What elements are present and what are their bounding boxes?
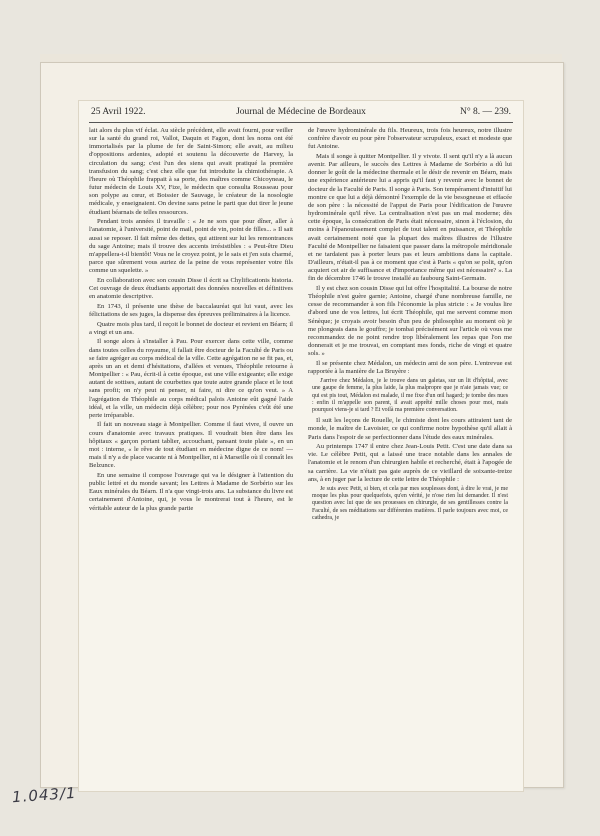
paragraph: Il fait un nouveau stage à Montpellier. Comme il faut vivre, il ouvre un cours d'anatomie avec travaux pratiques. Il voudrait bien être dans les hôpitaux « garçon portant tablier, accouchant, pansant toute plaie », en un mot : interne, « le rêve de tout étudiant en médecine digne de ce nom! — mais il n'y a de place vacante ni à Montpellier, ni à Marseille où il connaît les Belzunce.: [89, 421, 293, 470]
paragraph: Pendant trois années il travaille : « Je ne sors que pour dîner, aller à l'anatomie, à l'université, point de mail, point de vin, point de filles... » Il sait aussi se reposer. Il fait même des dettes, qui attirent sur lui les remontrances du sage Antoine; mais il trouve des accents irrésistibles : « Peut-être Dieu m'appellera-t-il bientôt! Vous ne le croyez point, je le sais et j'en suis charmé, parce que sûrement vous auriez de la peine de vous représenter votre fils comme un squelette. »: [89, 218, 293, 275]
journal-page: [78, 100, 524, 792]
paragraph: Il songe alors à s'installer à Pau. Pour exercer dans cette ville, comme dans toutes celles du royaume, il fallait être docteur de la Faculté de Paris ou se faire agréger au corps médical de la ville. Cette agrégation ne se fit pas, et, après un an et demi d'hésitations, d'allées et venues, Théophile retourne à Montpellier : « Pau, écrit-il à cette époque, est une ville exigeante; elle exige autant de sottises, autant de courbettes que toute autre grande place et le tout sans profit; on n'y peut ni penser, ni faire, ni dire ce qu'on veut. » A l'agrégation de Théophile au corps médical palois Antoine eût gagné l'aide idéal, et la ville, un médecin déjà célèbre; pour nos Pyrénées c'eût été une perte irréparable.: [89, 338, 293, 419]
handwritten-annotation: 1.043/1: [11, 783, 78, 807]
paragraph: Il y est chez son cousin Disse qui lui offre l'hospitalité. La bourse de notre Théophile n'est guère garnie; Antoine, chargé d'une nombreuse famille, ne cesse de recommander à son fils l'économie la plus stricte : « Je voulus lire d'abord une de vos lettres, lui écrit Théophile, qui me servent comme mon Sénèque; je croyais avoir besoin d'un peu de philosophie au moment où je me plongeais dans le gouffre; je tombai précisément sur l'article où vous me recommandez de ne point rendre trop libéralement les repas que l'on me donnerait et je me trouvai, en comptant mes fonds, riche de vingt et quatre sols. »: [308, 284, 512, 358]
paragraph: Mais il songe à quitter Montpellier. Il y vivote. Il sent qu'il n'y a là aucun avenir. Par ailleurs, le succès des Lettres à Madame de Sorbério a dû lui donner le goût de la médecine thermale et le désir de revenir en Béarn, mais une expérience antérieure lui a appris qu'il faut y revenir avec le bonnet de docteur de la Faculté de Paris. Il songe à Paris. Son tempérament d'intuitif lui montre ce que lui a déjà démontré l'exemple de la vie besogneuse et effacée de son père : la nécessité de l'appui de Paris pour l'édification de l'œuvre hydrominérale qu'il rêve. La centralisation n'est pas un mal moderne; dès cette époque, la consécration de Paris était nécessaire, sinon à l'éclosion, du moins à l'épanouissement complet de tout talent en puissance, et Théophile avait certainement noté que la plupart des maîtres illustres de l'illustre Faculté de Montpellier ne faisaient que passer dans la métropole méridionale et ne tardaient pas à porter leurs pas et leurs ambitions dans la capitale. D'ailleurs, n'était-il pas à ce moment que c'est à Paris « qu'on se polit, qu'on acquiert cet air de suffisance et d'importance même qui est nécessaire? ». La fin de décembre 1746 le trouve installé au faubourg Saint-Germain.: [308, 152, 512, 283]
header-rule: [89, 122, 513, 123]
page-header: [91, 107, 511, 123]
paragraph: lait alors du plus vif éclat. Au siècle précédent, elle avait fourni, pour veiller sur la santé du grand roi, Vallot, Daquin et Fagon, dont les noms ont été immortalisés par la plume de fer de Saint-Simon; elle avait, au milieu d'oppositions ardentes, adopté et soutenu la découverte de Harvey, la circulation du sang; c'est l'un des siens qui avait pratiqué la première transfusion du sang; c'est chez elle que fut introduite la chimiothérapie. A l'heure où Théophile frappait à sa porte, des maîtres comme Chicoyneau, le futur médecin de Louis XV, Fize, le médecin que consulta Rousseau pour son polype au cœur, et Boissier de Sauvage, le créateur de la nosologie médicale, y enseignaient. On devine sans peine le parti que dut tirer le jeune étudiant béarnais de telles ressources.: [89, 127, 293, 216]
paragraph: En 1743, il présente une thèse de baccalauréat qui lui vaut, avec les félicitations de ses juges, la dispense des épreuves préliminaires à la licence.: [89, 302, 293, 318]
paragraph: Quatre mois plus tard, il reçoit le bonnet de docteur et revient en Béarn; il a vingt et un ans.: [89, 320, 293, 336]
quoted-passage: Je suis avec Petit, si bien, et cela par mes souplesses dont, à dire le vrai, je me moque les plus pour quelquefois, qu'en vérité, je n'ose rien lui demander. Il n'est question avec lui que de ses prouesses en chirurgie, de ses gentillesses contre la Faculté, de ses méditations sur différentes matières. Il parle toujours avec moi, ce cathedra, je: [312, 485, 508, 521]
paragraph: Il suit les leçons de Rouelle, le chimiste dont les cours attiraient tant de monde, le maître de Lavoisier, ce qui confirme notre hypothèse qu'il allait à Paris dans l'espoir de se perfectionner dans l'étude des eaux minérales.: [308, 417, 512, 441]
paragraph: de l'œuvre hydrominérale du fils. Heureux, trois fois heureux, notre illustre confrère d'avoir eu pour père l'observateur scrupuleux, exact et modeste que fut Antoine.: [308, 127, 512, 151]
paragraph: Au printemps 1747 il entre chez Jean-Louis Petit. C'est une date dans sa vie. Le célèbre Petit, qui a laissé une trace notable dans les annales de l'anatomie et le renom d'un chirurgien habile et recherché, était à l'apogée de sa carrière. La vie n'était pas gaie auprès de ce vieillard de soixante-treize ans, à en juger par la lecture de cette lettre de Théophile :: [308, 443, 512, 483]
quoted-passage: J'arrive chez Médalon, je le trouve dans un galetas, sur un lit d'hôpital, avec une gaupe de femme, la plus laide, la plus malpropre que je n'aie jamais vue; ce qui est pis tout, Médalon est malade, il me fixe d'un œil hagard; je tombe des nues : enfin il m'appelle son parent, il avait apprêté mille choses pour moi, mais pourquoi viens-je si tard ? Et voilà ma première conversation.: [312, 378, 508, 413]
paragraph: Il se présente chez Médalon, un médecin ami de son père. L'entrevue est rapportée à la manière de La Bruyère :: [308, 359, 512, 376]
paragraph: En collaboration avec son cousin Disse il écrit sa Chylificationis historia. Cet ouvrage de deux étudiants apportait des données nouvelles et définitives en anatomie descriptive.: [89, 276, 293, 301]
header-issue-number: N° 8. — 239.: [459, 107, 511, 117]
left-column: [89, 127, 293, 781]
header-journal-title: Journal de Médecine de Bordeaux: [236, 107, 366, 117]
right-column: [308, 127, 512, 781]
paragraph: En une semaine il compose l'ouvrage qui va le désigner à l'attention du public lettré et du monde savant; les Lettres à Madame de Sorbério sur les Eaux minérales du Béarn. Il n'a que vingt-trois ans. La substance du livre est certainement d'Antoine, qui, je vous le montrerai tout à l'heure, est le véritable auteur de la plus grande partie: [89, 471, 293, 512]
header-date: 25 Avril 1922.: [91, 107, 146, 117]
